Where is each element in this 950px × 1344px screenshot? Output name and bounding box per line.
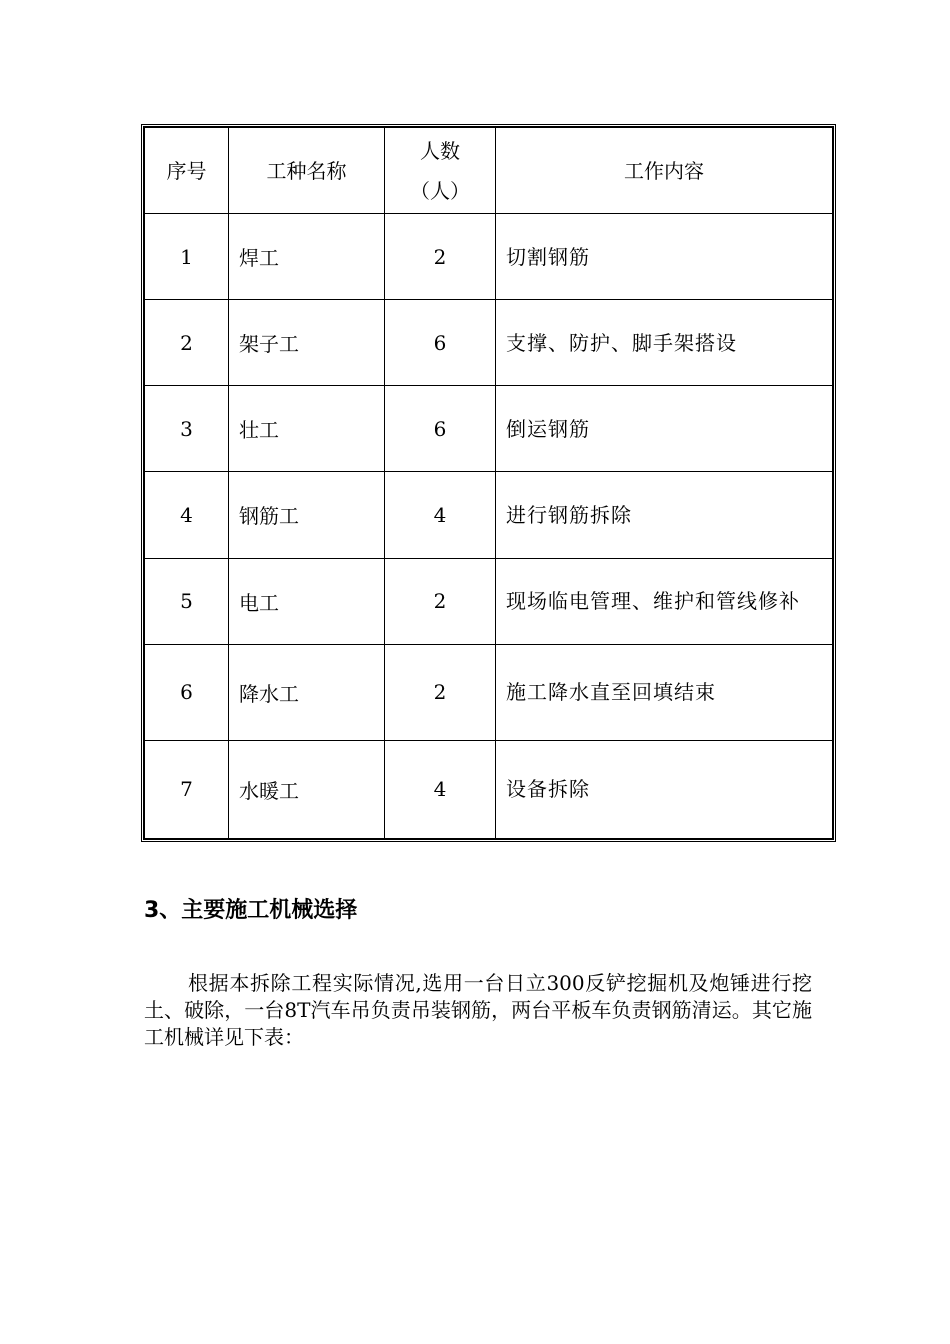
table-row: [145, 214, 833, 300]
table-row: [145, 740, 833, 838]
row-count: 2: [385, 644, 496, 740]
table-header-row: [145, 128, 833, 214]
row-content: 施工降水直至回填结束: [496, 644, 833, 740]
row-content: 进行钢筋拆除: [496, 472, 833, 558]
row-content: 切割钢筋: [496, 214, 833, 300]
table-row: [145, 472, 833, 558]
header-index: 序号: [145, 128, 229, 214]
table-row: [145, 386, 833, 472]
row-content: 现场临电管理、维护和管线修补: [496, 558, 833, 644]
header-count-line2: （人）: [410, 178, 470, 203]
table-row: [145, 300, 833, 386]
table-row: [145, 558, 833, 644]
row-count: 2: [385, 214, 496, 300]
row-number: 4: [145, 472, 229, 558]
row-trade: 水暖工: [229, 740, 385, 838]
header-content: 工作内容: [496, 128, 833, 214]
labor-table: [141, 124, 836, 842]
row-count: 4: [385, 472, 496, 558]
row-trade: 架子工: [229, 300, 385, 386]
table-row: [145, 644, 833, 740]
header-trade: 工种名称: [229, 128, 385, 214]
row-content: 设备拆除: [496, 740, 833, 838]
row-count: 2: [385, 558, 496, 644]
row-number: 2: [145, 300, 229, 386]
row-count: 6: [385, 386, 496, 472]
section-heading: 3、主要施工机械选择: [144, 898, 358, 923]
row-count: 4: [385, 740, 496, 838]
row-number: 7: [145, 740, 229, 838]
row-number: 5: [145, 558, 229, 644]
row-content: 倒运钢筋: [496, 386, 833, 472]
row-trade: 壮工: [229, 386, 385, 472]
section-paragraph: 根据本拆除工程实际情况,选用一台日立300反铲挖掘机及炮锤进行挖土、破除，一台8T汽车吊负责吊装钢筋，两台平板车负责钢筋清运。其它施工机械详见下表：: [144, 971, 812, 1049]
row-number: 3: [145, 386, 229, 472]
row-trade: 焊工: [229, 214, 385, 300]
row-trade: 降水工: [229, 644, 385, 740]
row-content: 支撑、防护、脚手架搭设: [496, 300, 833, 386]
row-trade: 电工: [229, 558, 385, 644]
row-count: 6: [385, 300, 496, 386]
row-number: 6: [145, 644, 229, 740]
row-trade: 钢筋工: [229, 472, 385, 558]
row-number: 1: [145, 214, 229, 300]
header-count: [385, 128, 496, 214]
header-count-line1: 人数: [420, 138, 460, 163]
